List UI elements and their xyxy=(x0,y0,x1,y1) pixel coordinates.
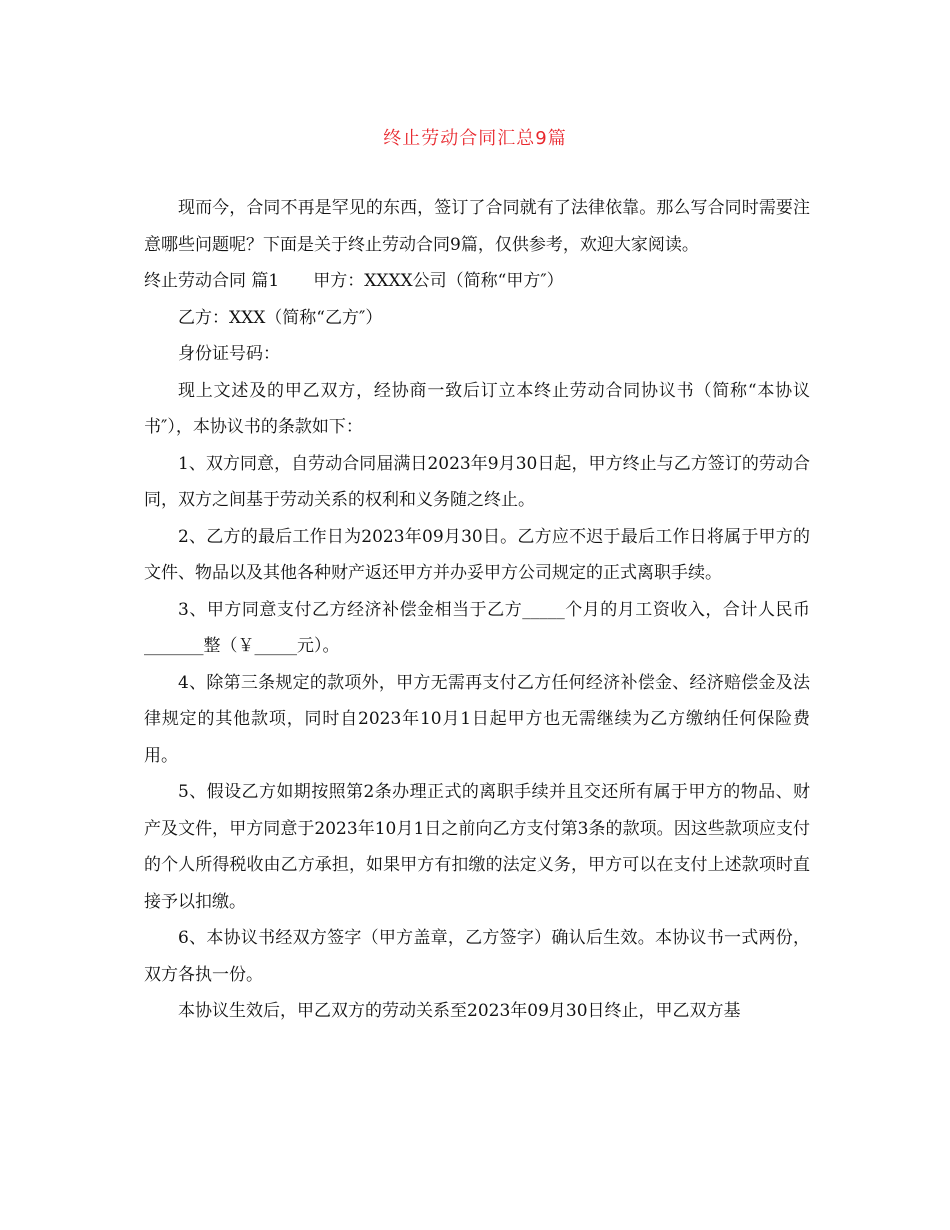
clause-6: 6、本协议书经双方签字（甲方盖章，乙方签字）确认后生效。本协议书一式两份，双方各执一份。 xyxy=(144,928,810,985)
intro-paragraph: 现而今，合同不再是罕见的东西，签订了合同就有了法律依靠。那么写合同时需要注意哪些问题呢？下面是关于终止劳动合同9篇，仅供参考，欢迎大家阅读。 xyxy=(144,198,810,255)
id-number-label: 身份证号码： xyxy=(178,344,280,364)
preamble-paragraph: 现上文述及的甲乙双方，经协商一致后订立本终止劳动合同协议书（简称“本协议书″），本协议书的条款如下： xyxy=(144,380,810,437)
section-heading: 终止劳动合同 篇1 xyxy=(144,271,280,291)
document-title: 终止劳动合同汇总9篇 xyxy=(383,128,567,149)
clause-4: 4、除第三条规定的款项外，甲方无需再支付乙方任何经济补偿金、经济赔偿金及法律规定的其他款项，同时自2023年10月1日起甲方也无需继续为乙方缴纳任何保险费用。 xyxy=(144,672,810,766)
closing-paragraph: 本协议生效后，甲乙双方的劳动关系至2023年09月30日终止，甲乙双方基 xyxy=(178,1001,741,1021)
party-a: 甲方：XXXX公司（简称“甲方″） xyxy=(313,271,564,291)
party-b: 乙方：XXX（简称“乙方″） xyxy=(178,307,383,328)
clause-3: 3、甲方同意支付乙方经济补偿金相当于乙方_____个月的月工资收入，合计人民币_______整（￥_____元）。 xyxy=(144,599,810,656)
clause-1: 1、双方同意，自劳动合同届满日2023年9月30日起，甲方终止与乙方签订的劳动合同，双方之间基于劳动关系的权利和义务随之终止。 xyxy=(144,453,810,510)
clause-5: 5、假设乙方如期按照第2条办理正式的离职手续并且交还所有属于甲方的物品、财产及文件，甲方同意于2023年10月1日之前向乙方支付第3条的款项。因这些款项应支付的个人所得税收由乙方承担，如果甲方有扣缴的法定义务，甲方可以在支付上述款项时直接予以扣缴。 xyxy=(144,782,810,912)
document-body xyxy=(144,190,810,1030)
clause-2: 2、乙方的最后工作日为2023年09月30日。乙方应不迟于最后工作日将属于甲方的文件、物品以及其他各种财产返还甲方并办妥甲方公司规定的正式离职手续。 xyxy=(144,526,810,583)
section-heading-line xyxy=(144,263,810,300)
